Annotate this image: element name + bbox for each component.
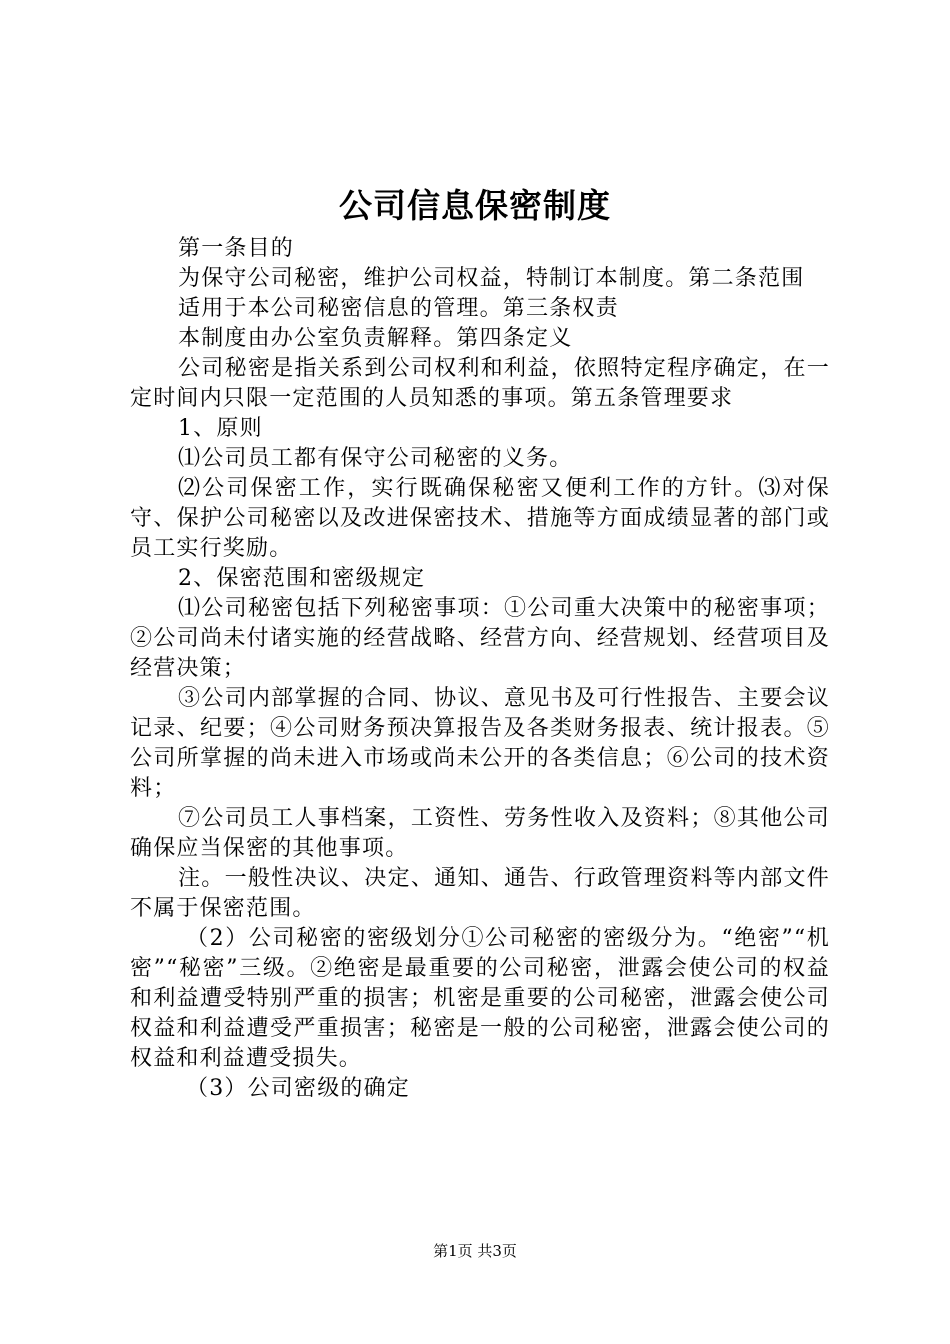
paragraph: ⑦公司员工人事档案，工资性、劳务性收入及资料；⑧其他公司确保应当保密的其他事项。: [130, 806, 830, 861]
paragraph: 2、保密范围和密级规定: [178, 566, 426, 591]
paragraph: 第一条目的: [178, 236, 295, 261]
paragraph: ⑴公司秘密包括下列秘密事项：①公司重大决策中的秘密事项；②公司尚未付诸实施的经营战略、经营方向、经营规划、经营项目及经营决策；: [130, 596, 830, 681]
paragraph: 公司秘密是指关系到公司权利和利益，依照特定程序确定，在一定时间内只限一定范围的人员知悉的事项。第五条管理要求: [130, 356, 830, 411]
paragraph: 适用于本公司秘密信息的管理。第三条权责: [178, 296, 619, 321]
document-body: [130, 234, 830, 1104]
paragraph: 1、原则: [178, 416, 263, 441]
paragraph: 为保守公司秘密，维护公司权益，特制订本制度。第二条范围: [178, 266, 805, 291]
paragraph: （2）公司秘密的密级划分①公司秘密的密级分为。“绝密”“机密”“秘密”三级。②绝密是最重要的公司秘密，泄露会使公司的权益和利益遭受特别严重的损害；机密是重要的公司秘密，泄露会使公司权益和利益遭受严重损害；秘密是一般的公司秘密，泄露会使公司的权益和利益遭受损失。: [130, 926, 830, 1071]
paragraph: ⑵公司保密工作，实行既确保秘密又便利工作的方针。⑶对保守、保护公司秘密以及改进保密技术、措施等方面成绩显著的部门或员工实行奖励。: [130, 476, 830, 561]
document-title: 公司信息保密制度: [339, 186, 611, 225]
paragraph: （3）公司密级的确定: [186, 1076, 410, 1101]
paragraph: 注。一般性决议、决定、通知、通告、行政管理资料等内部文件不属于保密范围。: [130, 866, 830, 921]
paragraph: 本制度由办公室负责解释。第四条定义: [178, 326, 573, 351]
paragraph: ⑴公司员工都有保守公司秘密的义务。: [178, 446, 573, 471]
page-footer: 第1页 共3页: [433, 1242, 517, 1260]
paragraph: ③公司内部掌握的合同、协议、意见书及可行性报告、主要会议记录、纪要；④公司财务预决算报告及各类财务报表、统计报表。⑤公司所掌握的尚未进入市场或尚未公开的各类信息；⑥公司的技术资料；: [130, 686, 830, 801]
